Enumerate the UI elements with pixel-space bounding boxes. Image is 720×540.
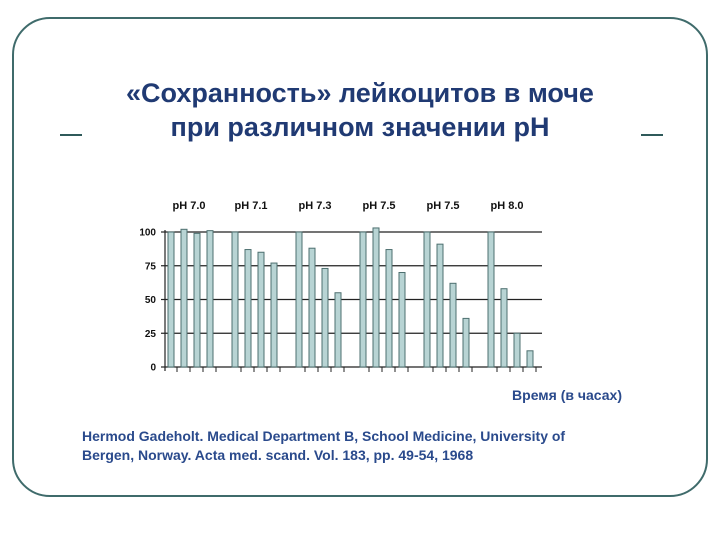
- bar: [373, 228, 379, 367]
- group-label: pH 8.0: [490, 200, 524, 212]
- bar: [335, 293, 341, 367]
- bar: [437, 244, 443, 367]
- group-label: pH 7.5: [426, 200, 460, 212]
- y-tick-label: 0: [150, 362, 156, 374]
- group-label: pH 7.5: [362, 200, 396, 212]
- bar: [168, 232, 174, 367]
- bar: [181, 229, 187, 367]
- title-line-1: «Сохранность» лейкоцитов в моче: [126, 78, 594, 108]
- bar: [360, 232, 366, 367]
- citation: [82, 427, 642, 465]
- bar: [309, 248, 315, 367]
- bar: [488, 232, 494, 367]
- citation-line-1: Hermod Gadeholt. Medical Department B, School Medicine, University of: [82, 428, 566, 444]
- citation-line-2: Bergen, Norway. Acta med. scand. Vol. 183, pp. 49-54, 1968: [82, 447, 474, 463]
- title-line-2: при различном значении pH: [170, 112, 550, 142]
- bar: [399, 273, 405, 368]
- bar: [194, 233, 200, 367]
- bar: [296, 232, 302, 367]
- bar: [271, 263, 277, 367]
- bar: [386, 250, 392, 367]
- bar: [258, 252, 264, 367]
- bar: [450, 283, 456, 367]
- bar: [207, 231, 213, 367]
- bar: [514, 333, 520, 367]
- bar: [527, 351, 533, 367]
- y-tick-label: 25: [144, 328, 156, 340]
- y-tick-label: 75: [144, 261, 156, 273]
- group-label: pH 7.3: [298, 200, 332, 212]
- bar: [245, 250, 251, 367]
- bar: [424, 232, 430, 367]
- y-tick-label: 50: [144, 295, 156, 306]
- x-axis-label: Время (в часах): [512, 387, 622, 403]
- bar: [232, 232, 238, 367]
- bar: [322, 268, 328, 367]
- group-label: pH 7.1: [234, 200, 268, 212]
- bar: [501, 289, 507, 367]
- bar: [463, 318, 469, 367]
- group-label: pH 7.0: [172, 200, 206, 212]
- y-tick-label: 100: [139, 227, 156, 239]
